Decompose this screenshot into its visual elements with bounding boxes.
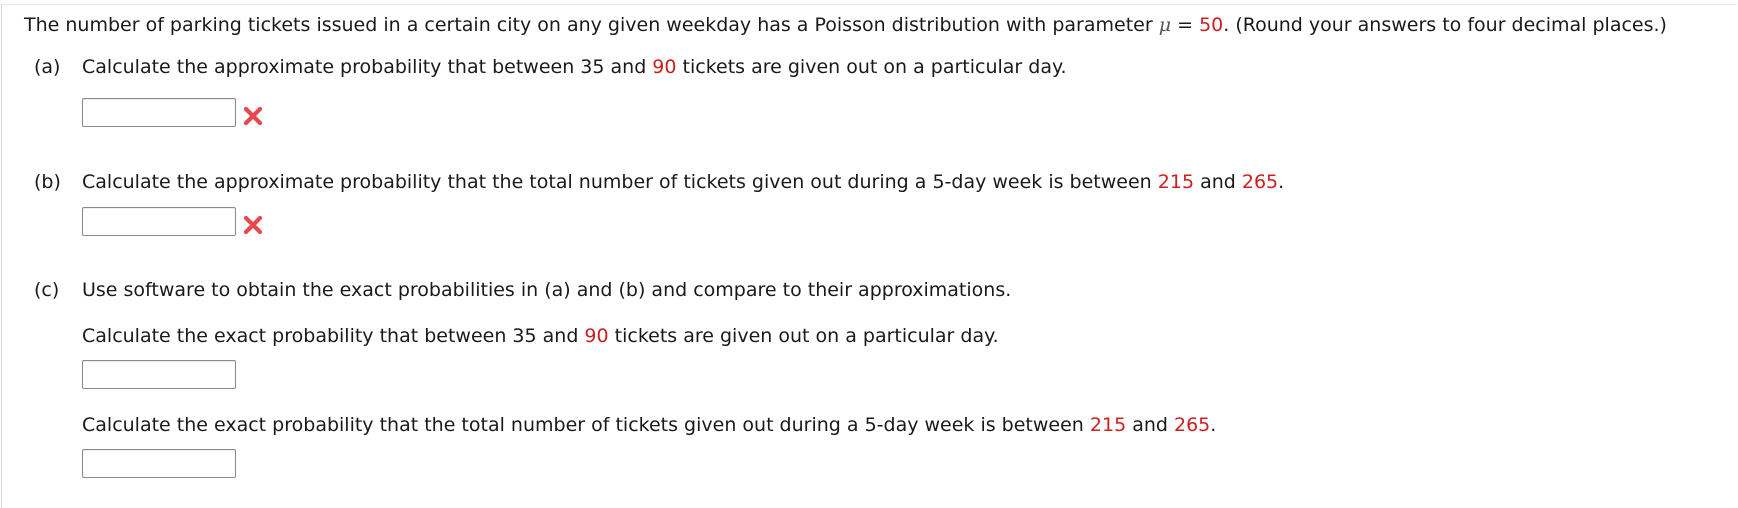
part-c-exact-daily-question [82, 323, 999, 349]
x-mark-icon [242, 105, 264, 127]
part-b-text-and: and [1194, 171, 1242, 193]
part-c-q1-text: Calculate the exact probability that between 35 and [82, 325, 585, 347]
part-a-label: (a) [34, 56, 61, 78]
part-c-label: (c) [34, 279, 60, 301]
part-c-exact-daily-input[interactable] [82, 360, 236, 389]
part-b-answer-input[interactable] [82, 207, 236, 236]
part-a-text: Calculate the approximate probability that between 35 and [82, 56, 653, 78]
part-c-exact-weekly-input[interactable] [82, 449, 236, 478]
part-c-q2-period: . [1210, 414, 1217, 436]
mu-symbol: μ [1158, 14, 1172, 36]
problem-statement [24, 12, 1667, 38]
statement-text: The number of parking tickets issued in a certain city on any given weekday has a Poisson distribution with parameter [24, 14, 1159, 36]
part-a-upper-bound: 90 [652, 56, 677, 78]
mu-value: 50 [1199, 14, 1224, 36]
part-c-q2-text: Calculate the exact probability that the total number of tickets given out during a 5-day week is between [82, 414, 1090, 436]
part-b-lower-bound: 215 [1157, 171, 1195, 193]
part-b-question [82, 169, 1284, 195]
part-c-q1-text-end: tickets are given out on a particular day. [608, 325, 999, 347]
part-c-intro: Use software to obtain the exact probabilities in (a) and (b) and compare to their approximations. [82, 279, 1012, 301]
part-c-q2-upper-bound: 265 [1173, 414, 1211, 436]
part-c-q1-upper-bound: 90 [584, 325, 609, 347]
part-b-text: Calculate the approximate probability that the total number of tickets given out during a 5-day week is between [82, 171, 1158, 193]
equals-sign: = [1171, 14, 1200, 36]
part-a-answer-input[interactable] [82, 98, 236, 127]
part-a-question [82, 54, 1067, 80]
part-c-q2-text-and: and [1126, 414, 1174, 436]
part-c-exact-weekly-question [82, 412, 1216, 438]
rounding-instruction: . (Round your answers to four decimal places.) [1223, 14, 1667, 36]
part-b-label: (b) [34, 171, 61, 193]
part-b-upper-bound: 265 [1241, 171, 1279, 193]
x-mark-icon [242, 214, 264, 236]
part-b-period: . [1278, 171, 1285, 193]
part-a-text-end: tickets are given out on a particular day. [676, 56, 1067, 78]
part-c-q2-lower-bound: 215 [1089, 414, 1127, 436]
